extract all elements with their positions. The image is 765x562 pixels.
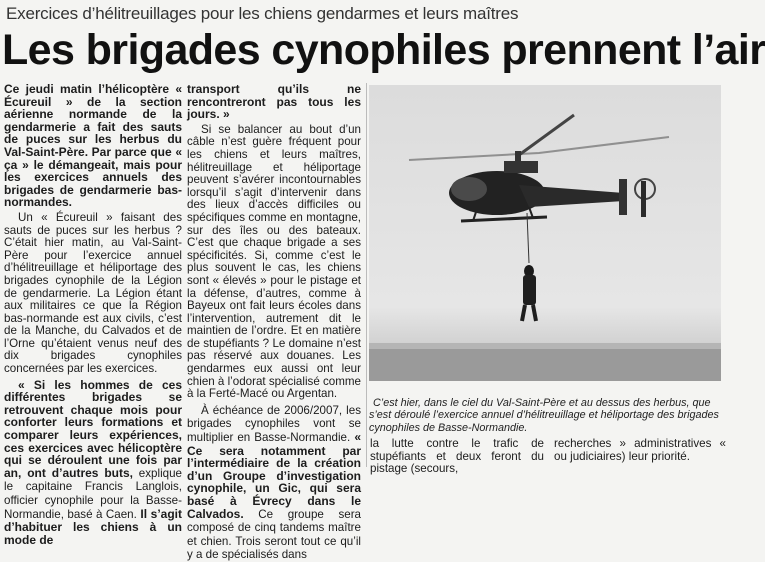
- kicker: Exercices d’hélitreuillages pour les chiens gendarmes et leurs maîtres: [6, 4, 519, 23]
- lead-paragraph: Ce jeudi matin l’hélicoptère « Écureuil » de la section aérienne normande de la gendarmerie a fait des sauts de puces sur les herbus du Val-Saint-Père. Par parce que « ça » le démangeait, mais pour les exercices annuels des brigades de gendarmerie bas-normandes.: [4, 82, 182, 210]
- paragraph: Si se balancer au bout d’un câble n’est guère fréquent pour les chiens et leurs maîtres, hélitreuillage et héliportage peuvent s’avérer incontournables lorsqu’il s’agit d’intervenir dans des lieux d’accès difficiles ou spécifiques comme en montagne, sur des îles ou des bateaux. C’est que chaque brigade a ses spécificités. Si, comme c’est le plus souvent le cas, les chiens sont « élevés » pour le pistage et la défense, d’autres, comme à Bayeux ont fait leurs écoles dans l’intervention, autrement dit le maintien de l’ordre. Et en matière de stupéfiants ? Le domaine n’est pas réservé aux douanes. Les gendarmes eux aussi ont leur chien à l’odorat spécialisé comme à la Ferté-Macé ou Argentan.: [187, 122, 361, 401]
- photo-caption: C’est hier, dans le ciel du Val-Saint-Père et au dessus des herbus, que s’est déroulé l’exercice annuel d’hélitreuillage et héliportage des brigades cynophiles de Basse-Normandie.: [369, 397, 719, 434]
- text-cont: Ce groupe sera composé de cinq tandems maître et chien. Trois seront tout ce qu’il y a de spécialisés dans: [187, 507, 361, 562]
- quote-text-cont: Il s’agit d’habituer les chiens à un mode de: [4, 506, 182, 547]
- paragraph-quote: [4, 379, 182, 547]
- paragraph: Un « Écureuil » faisant des sauts de puces sur les herbus ? C’était hier matin, au Val-Saint-Père pour l’exercice annuel d’hélitreuillage et héliportage des brigades cynophile de la Légion de gendarmerie. La Légion étant aux militaires ce que la Région bas-normande est aux civils, c’est de la Manche, du Calvados et de l’Orne qu’étaient venus neuf des dix brigades cynophiles concernées par les exercices.: [4, 210, 182, 376]
- paragraph-quote: [187, 404, 361, 562]
- paragraph: recherches » administratives « ou judiciaires) leur priorité.: [554, 437, 726, 463]
- paragraph-quote-cont: transport qu’ils ne rencontreront pas tous les jours. »: [187, 82, 361, 122]
- article-column-2: [187, 82, 361, 562]
- quote-text: « Ce sera notamment par l’intermédiaire de la création d’un Groupe d’investigation cynophile, un Gic, qui sera basé à Évrecy dans le Calvados.: [187, 430, 361, 521]
- article-column-1: [4, 82, 182, 547]
- headline: Les brigades cynophiles prennent l’air: [2, 26, 765, 74]
- paragraph: la lutte contre le trafic de stupéfiants et deux feront du pistage (secours,: [370, 437, 544, 476]
- text: À échéance de 2006/2007, les brigades cynophiles vont se multiplier en Basse-Normandie.: [187, 403, 361, 445]
- helicopter-photo: [369, 85, 721, 381]
- column-divider: [366, 83, 367, 467]
- attribution-text: explique le capitaine Francis Langlois, officier cynophile pour la Basse-Normandie, basé à Caen.: [4, 466, 182, 521]
- quote-text: « Si les hommes de ces différentes brigades se retrouvent chaque mois pour conforter leurs formations et comparer leurs expériences, ces exercices avec hélicoptère qui se déroulent une fois par an, ont d’autres buts,: [4, 377, 182, 480]
- article-column-3: [370, 437, 726, 476]
